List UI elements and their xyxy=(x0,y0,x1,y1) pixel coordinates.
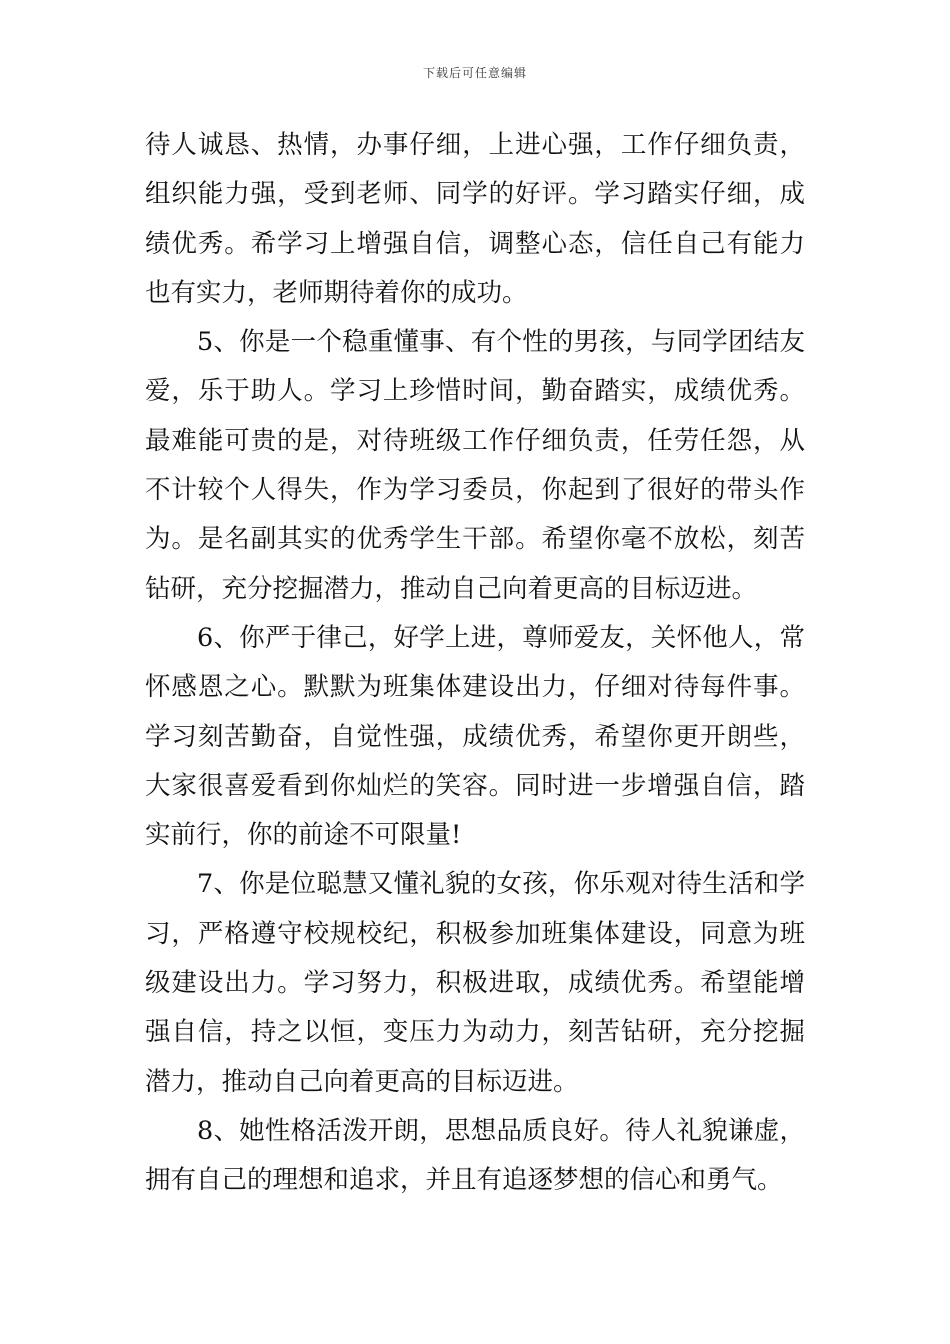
paragraph-6: 6、你严于律己，好学上进，尊师爱友，关怀他人，常怀感恩之心。默默为班集体建设出力，仔细对待每件事。学习刻苦勤奋，自觉性强，成绩优秀，希望你更开朗些，大家很喜爱看到你灿烂的笑容。同时进一步增强自信，踏实前行，你的前途不可限量! xyxy=(145,622,805,851)
paragraph-5: 5、你是一个稳重懂事、有个性的男孩，与同学团结友爱，乐于助人。学习上珍惜时间，勤奋踏实，成绩优秀。最难能可贵的是，对待班级工作仔细负责，任劳任怨，从不计较个人得失，作为学习委员，你起到了很好的带头作为。是名副其实的优秀学生干部。希望你毫不放松，刻苦钻研，充分挖掘潜力，推动自己向着更高的目标迈进。 xyxy=(145,327,805,604)
header-note: 下载后可任意编辑 xyxy=(422,66,527,80)
paragraph-8: 8、她性格活泼开朗，思想品质良好。待人礼貌谦虚，拥有自己的理想和追求，并且有追逐梦想的信心和勇气。 xyxy=(145,1115,805,1196)
paragraph-continued: 待人诚恳、热情，办事仔细，上进心强，工作仔细负责，组织能力强，受到老师、同学的好评。学习踏实仔细，成绩优秀。希学习上增强自信，调整心态，信任自己有能力也有实力，老师期待着你的成功。 xyxy=(145,130,805,308)
document-body xyxy=(145,121,805,1206)
paragraph-7: 7、你是位聪慧又懂礼貌的女孩，你乐观对待生活和学习，严格遵守校规校纪，积极参加班集体建设，同意为班级建设出力。学习努力，积极进取，成绩优秀。希望能增强自信，持之以恒，变压力为动力，刻苦钻研，充分挖掘潜力，推动自己向着更高的目标迈进。 xyxy=(145,869,805,1097)
